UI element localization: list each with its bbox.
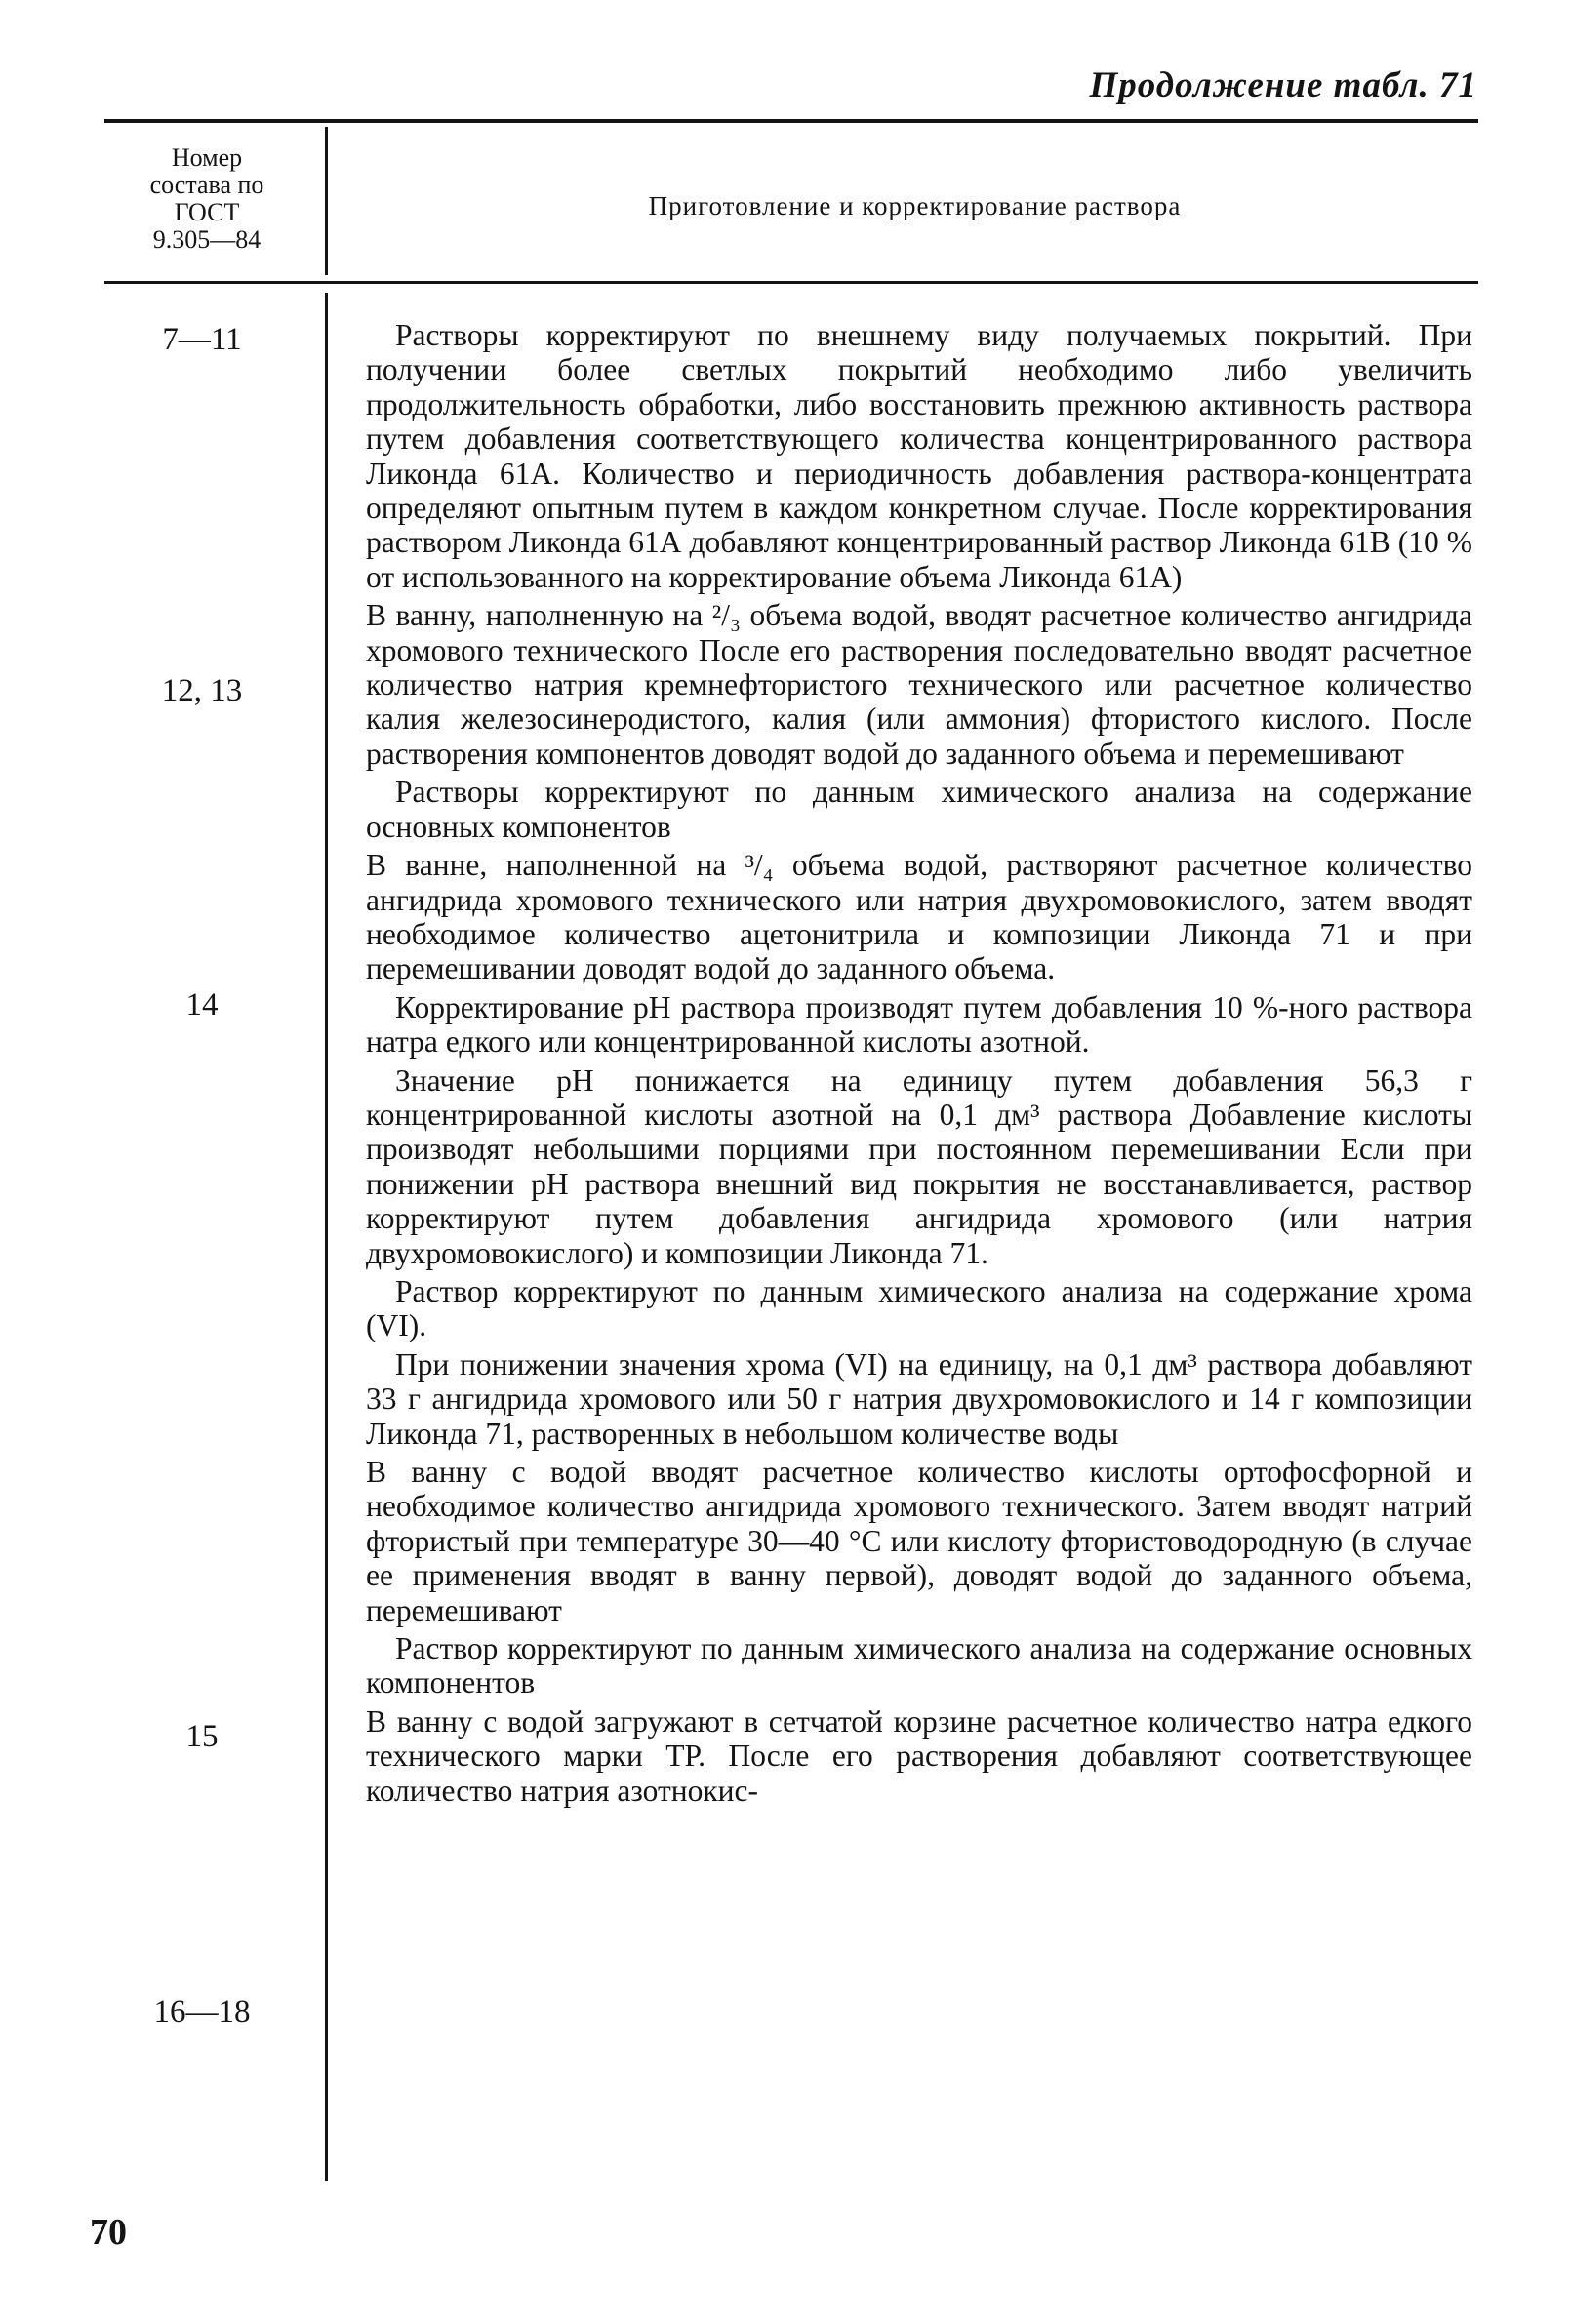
paragraph: Растворы корректируют по внешнему виду получаемых покрытий. При получении более светлых покрытий необходимо либо увеличить продолжительность обработки, либо восстановить прежнюю активность раствора путем добавления соответствующего количества концентрированного раствора Ликонда 61А. Количество и периодичность добавления раствора-концентрата определяют опытным путем в каждом конкретном случае. После корректирования раствором Ликонда 61А добавляют концентрированный раствор Ликонда 61В (10 % от использованного на корректирование объема Ликонда 61А) (366, 318, 1472, 594)
table-continuation-label: Продолжение табл. 71 (1089, 65, 1477, 105)
column-header-composition-number (104, 144, 309, 254)
row-number-16-18: 16—18 (153, 1994, 251, 2029)
column-header-line: ГОСТ (174, 198, 240, 226)
table-top-rule (104, 119, 1478, 123)
paragraph: В ванну с водой загружают в сетчатой корзине расчетное количество натра едкого технического марки ТР. После его растворения добавляют соответствующее количество натрия азотнокис- (366, 1703, 1472, 1808)
column-header-preparation: Приготовление и корректирование раствора (648, 191, 1182, 220)
paragraph: При понижении значения хрома (VI) на единицу, на 0,1 дм³ раствора добавляют 33 г ангидрида хромового или 50 г натрия двухромовокислого и 14 г композиции Ликонда 71, растворенных в небольшом количестве воды (366, 1346, 1472, 1451)
page-number: 70 (90, 2212, 127, 2253)
paragraph: В ванну, наполненную на ²/₃ объема водой, вводят расчетное количество ангидрида хромового технического После его растворения последовательно вводят расчетное количество натрия кремнефтористого технического или расчетное количество калия железосинеродистого, калия (или аммония) фтористого кислого. После растворения компонентов доводят водой до заданного объема и перемешивают (366, 598, 1472, 771)
row-number-15: 15 (185, 1719, 219, 1754)
header-column-divider (325, 127, 328, 275)
column-header-line: состава по (149, 171, 264, 199)
row-number-12-13: 12, 13 (161, 673, 243, 708)
paragraph: Раствор корректируют по данным химического анализа на содержание основных компонентов (366, 1631, 1472, 1701)
body-column-divider (325, 293, 328, 2181)
paragraph: Значение рН понижается на единицу путем добавления 56,3 г концентрированной кислоты азотной на 0,1 дм³ раствора Добавление кислоты производят небольшими порциями при постоянном перемешивании Если при понижении рН раствора внешний вид покрытия не восстанавливается, раствор корректируют путем добавления ангидрида хромового (или натрия двухромовокислого) и композиции Ликонда 71. (366, 1062, 1472, 1270)
paragraph: В ванне, наполненной на ³/₄ объема водой, растворяют расчетное количество ангидрида хромового технического или натрия двухромовокислого, затем вводят необходимое количество ацетонитрила и композиции Ликонда 71 и при перемешивании доводят водой до заданного объема. (366, 848, 1472, 986)
column-header-line: Номер (171, 143, 243, 172)
column-header-line: 9.305—84 (152, 225, 262, 254)
paragraph: Растворы корректируют по данным химического анализа на содержание основных компонентов (366, 775, 1472, 844)
preparation-text (366, 318, 1472, 1812)
paragraph: В ванну с водой вводят расчетное количество кислоты ортофосфорной и необходимое количество ангидрида хромового технического. Затем вводят натрий фтористый при температуре 30—40 °С или кислоту фтористоводородную (в случае ее применения вводят в ванну первой), доводят водой до заданного объема, перемешивают (366, 1455, 1472, 1627)
row-number-14: 14 (185, 987, 219, 1022)
table-header-rule (104, 281, 1478, 284)
row-number-7-11: 7—11 (162, 322, 242, 357)
paragraph: Корректирование рН раствора производят путем добавления 10 %-ного раствора натра едкого или концентрированной кислоты азотной. (366, 989, 1472, 1060)
paragraph: Раствор корректируют по данным химического анализа на содержание хрома (VI). (366, 1273, 1472, 1343)
